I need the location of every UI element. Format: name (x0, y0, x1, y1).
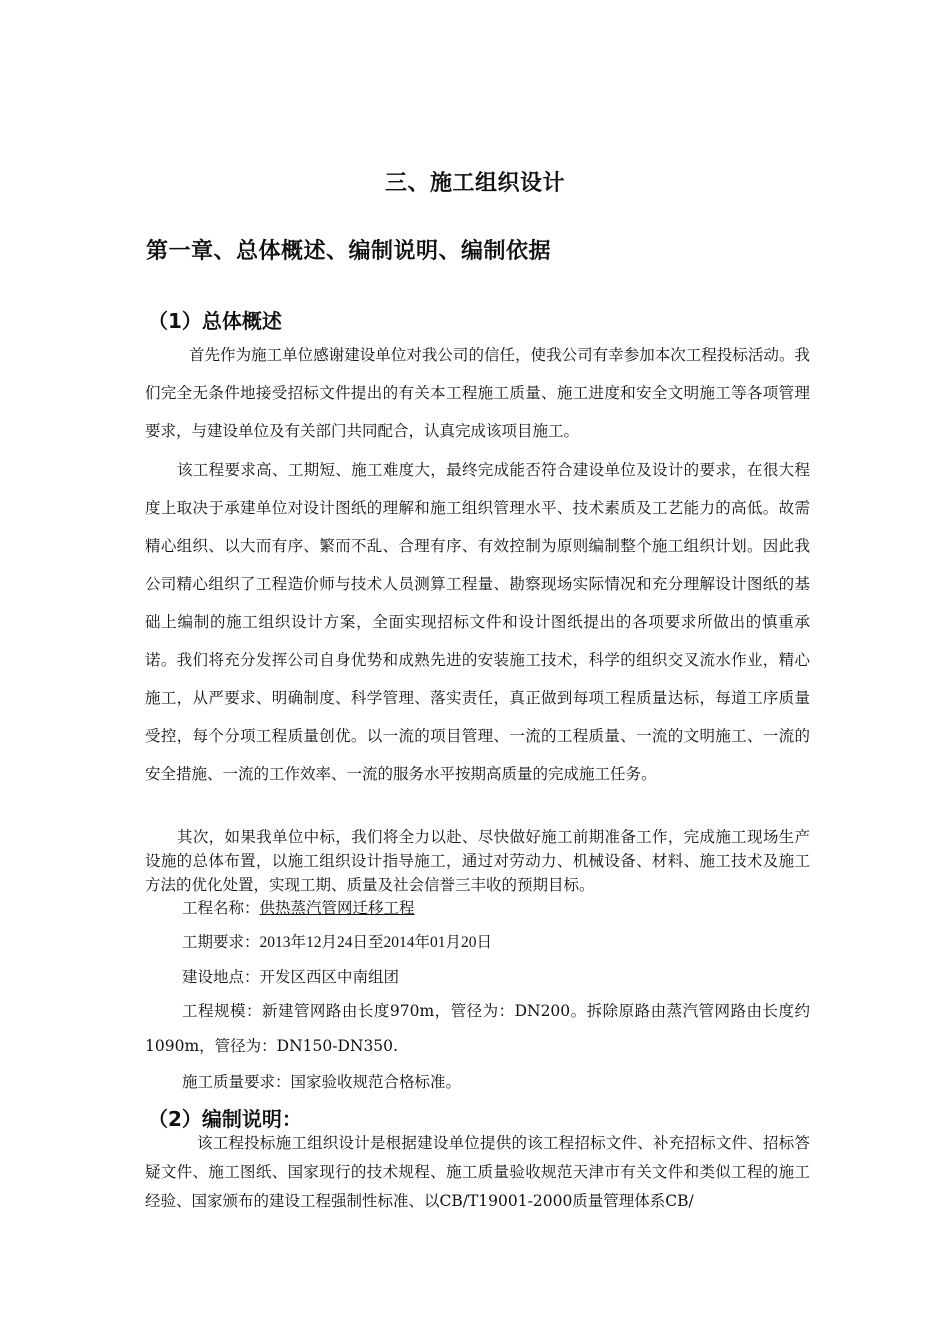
quality-line (182, 1070, 847, 1094)
document-title: 三、施工组织设计 (384, 171, 565, 196)
location-value: 开发区西区中南组团 (259, 968, 400, 986)
project-name-label: 工程名称： (182, 899, 260, 917)
project-name-line (182, 896, 847, 920)
location-label: 建设地点： (182, 968, 260, 986)
chapter-title: 第一章、总体概述、编制说明、编制依据 (146, 239, 552, 264)
overview-paragraph-1: 首先作为施工单位感谢建设单位对我公司的信任，使我公司有幸参加本次工程投标活动。我们完全无条件地接受招标文件提出的有关本工程施工质量、施工进度和安全文明施工等各项管理要求，与建设单位及有关部门共同配合，认真完成该项目施工。 (145, 346, 810, 440)
overview-paragraph-3: 其次，如果我单位中标，我们将全力以赴、尽快做好施工前期准备工作，完成施工现场生产设施的总体布置，以施工组织设计指导施工，通过对劳动力、机械设备、材料、施工技术及施工方法的优化处置，实现工期、质量及社会信誉三丰收的预期目标。 (145, 828, 810, 894)
schedule-value: 2013年12月24日至2014年01月20日 (259, 934, 493, 951)
scale-value: 新建管网路由长度970m，管径为：DN200。拆除原路由蒸汽管网路由长度约1090m，管径为：DN150-DN350. (145, 1002, 810, 1055)
project-name-value: 供热蒸汽管网迁移工程 (259, 899, 415, 917)
location-line (182, 965, 847, 989)
schedule-label: 工期要求： (182, 933, 260, 951)
section-heading-overview: （1）总体概述 (148, 309, 282, 333)
quality-label: 施工质量要求： (182, 1073, 291, 1091)
quality-value: 国家验收规范合格标准。 (290, 1073, 462, 1091)
compilation-paragraph-1: 该工程投标施工组织设计是根据建设单位提供的该工程招标文件、补充招标文件、招标答疑文件、施工图纸、国家现行的技术规程、施工质量验收规范天津市有关文件和类似工程的施工经验、国家颁布的建设工程强制性标准、以CB/T19001-2000质量管理体系CB/ (145, 1134, 810, 1210)
schedule-line (182, 930, 847, 955)
overview-paragraph-2: 该工程要求高、工期短、施工难度大，最终完成能否符合建设单位及设计的要求，在很大程度上取决于承建单位对设计图纸的理解和施工组织管理水平、技术素质及工艺能力的高低。故需精心组织、以大而有序、繁而不乱、合理有序、有效控制为原则编制整个施工组织计划。因此我公司精心组织了工程造价师与技术人员测算工程量、勘察现场实际情况和充分理解设计图纸的基础上编制的施工组织设计方案，全面实现招标文件和设计图纸提出的各项要求所做出的慎重承诺。我们将充分发挥公司自身优势和成熟先进的安装施工技术，科学的组织交叉流水作业，精心施工，从严要求、明确制度、科学管理、落实责任，真正做到每项工程质量达标，每道工序质量受控，每个分项工程质量创优。以一流的项目管理、一流的工程质量、一流的文明施工、一流的安全措施、一流的工作效率、一流的服务水平按期高质量的完成施工任务。 (145, 461, 810, 783)
scale-paragraph (145, 994, 810, 1064)
section-heading-compilation: （2）编制说明： (148, 1107, 302, 1131)
scale-label: 工程规模： (182, 1002, 262, 1020)
